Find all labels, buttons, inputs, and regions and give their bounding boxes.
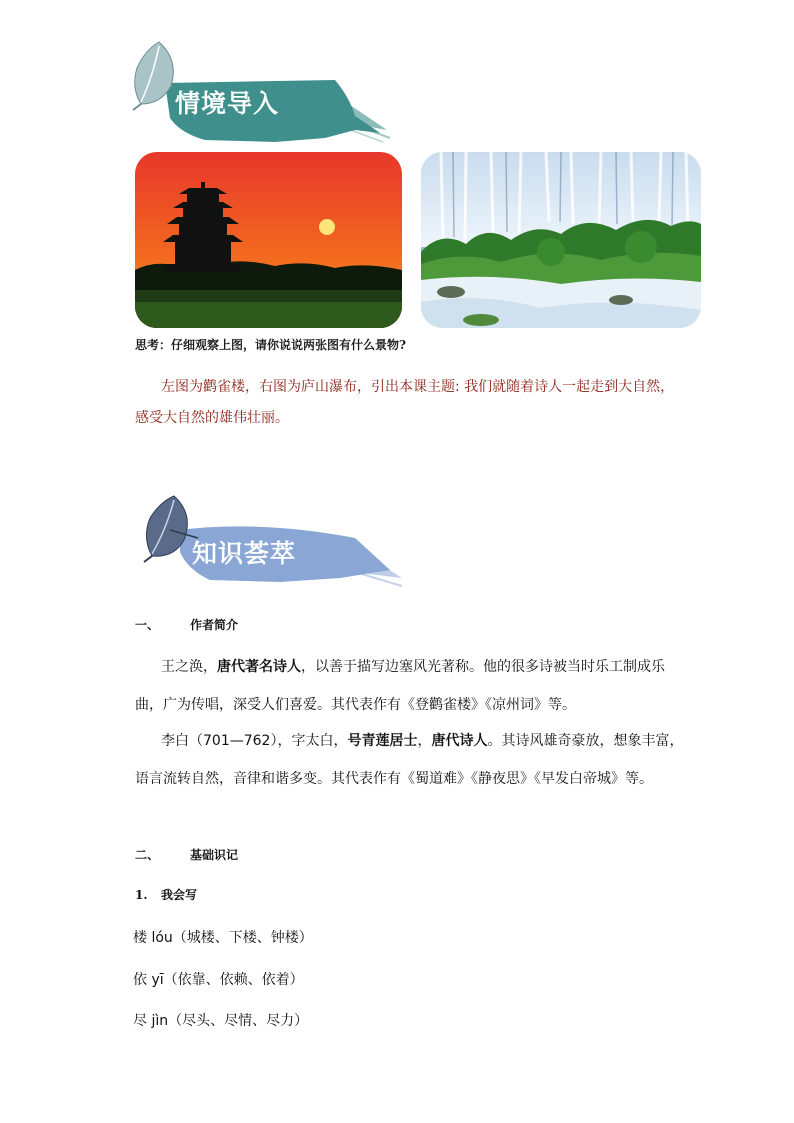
author-title-bold: 唐代诗人 bbox=[431, 733, 488, 749]
paragraph-li-line-1 bbox=[135, 722, 695, 760]
section-banner-intro bbox=[125, 38, 390, 148]
heading-author-intro bbox=[135, 616, 238, 633]
list-item: 依 yī（依靠、依赖、依着） bbox=[133, 972, 304, 988]
section-title-knowledge: 知识荟萃 bbox=[192, 539, 297, 568]
photo-waterfall bbox=[421, 152, 701, 328]
paragraph-li bbox=[135, 722, 695, 798]
author-title-bold: 号青莲居士 bbox=[347, 733, 418, 749]
section-banner-knowledge bbox=[140, 490, 405, 590]
paragraph-li-line-2: 语言流转自然，音律和谐多变。其代表作有《蜀道难》《静夜思》《早发白帝城》等。 bbox=[135, 771, 653, 787]
photo-pavilion-sunset bbox=[135, 152, 402, 328]
author-title-bold: 唐代著名诗人 bbox=[217, 659, 301, 675]
answer-line-1: 左图为鹳雀楼，右图为庐山瀑布，引出本课主题: 我们就随着诗人一起走到大自然， bbox=[161, 379, 675, 395]
heading-basics bbox=[135, 846, 238, 863]
paragraph-text: ， bbox=[417, 733, 432, 749]
paragraph-text: 。其诗风雄奇豪放，想象丰富， bbox=[487, 733, 684, 749]
answer-paragraph bbox=[135, 372, 695, 434]
leaf-icon bbox=[140, 490, 200, 565]
paragraph-wang bbox=[135, 648, 695, 724]
answer-line-2: 感受大自然的雄伟壮丽。 bbox=[135, 410, 289, 426]
question-text: 思考：仔细观察上图，请你说说两张图有什么景物? bbox=[135, 338, 407, 352]
pavilion-illustration bbox=[135, 152, 402, 328]
paragraph-wang-line-1 bbox=[135, 648, 695, 686]
heading-number: 二、 bbox=[135, 848, 160, 862]
section-title-intro: 情境导入 bbox=[175, 89, 280, 118]
list-item: 尽 jìn（尽头、尽情、尽力） bbox=[133, 1013, 309, 1029]
heading-title: 基础识记 bbox=[190, 848, 239, 862]
subheading-write bbox=[135, 886, 197, 903]
heading-title: 作者简介 bbox=[190, 618, 239, 632]
waterfall-illustration bbox=[421, 152, 701, 328]
list-item: 楼 lóu（城楼、下楼、钟楼） bbox=[133, 930, 313, 946]
author-name: 李白（701—762），字太白， bbox=[161, 733, 348, 749]
heading-number: 一、 bbox=[135, 618, 160, 632]
paragraph-text: ，以善于描写边塞风光著称。他的很多诗被当时乐工制成乐 bbox=[301, 659, 665, 675]
author-name: 王之涣， bbox=[161, 659, 217, 675]
paragraph-wang-line-2: 曲，广为传唱，深受人们喜爱。其代表作有《登鹳雀楼》《凉州词》等。 bbox=[135, 697, 576, 713]
subheading-number: 1. bbox=[135, 888, 148, 902]
subheading-title: 我会写 bbox=[161, 888, 198, 902]
